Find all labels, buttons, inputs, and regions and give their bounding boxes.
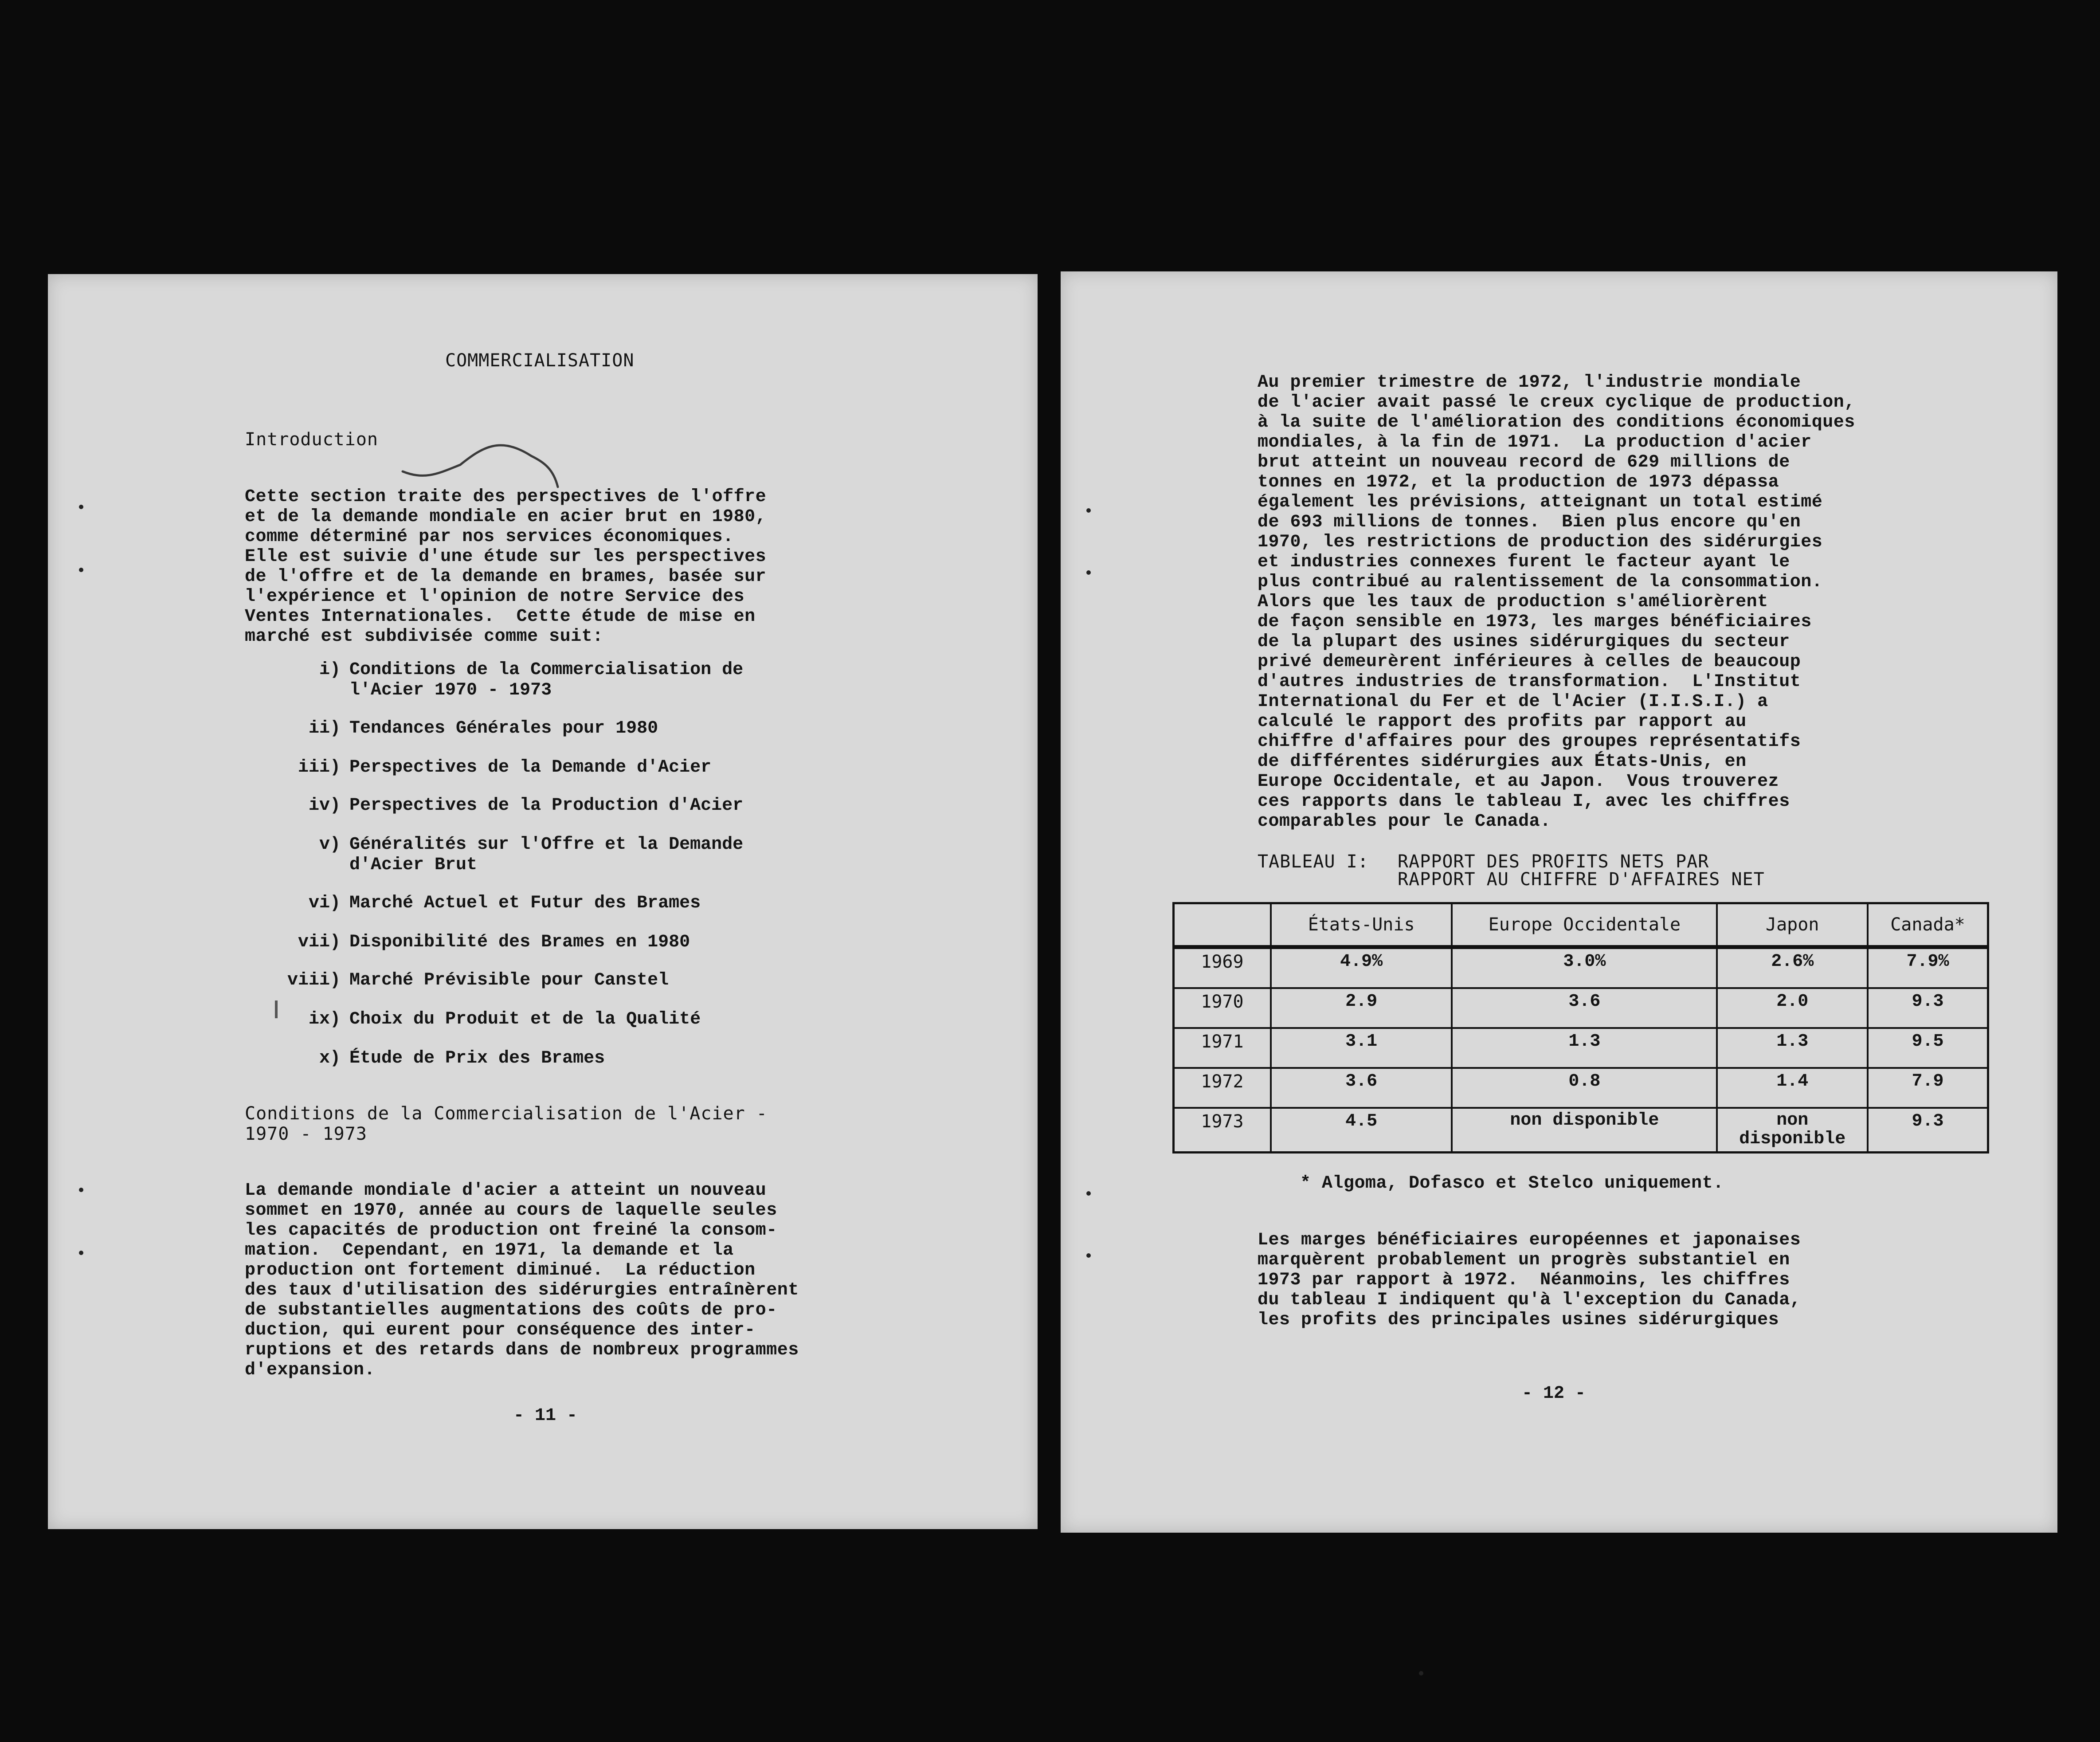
scan-speck [79,1251,83,1255]
text-line: du tableau I indiquent qu'à l'exception du Canada, [1258,1290,1801,1310]
text-line: privé demeurèrent inférieures à celles de beaucoup [1258,652,1801,672]
text-line: duction, qui eurent pour conséquence des inter- [245,1320,756,1340]
text-line: de l'offre et de la demande en brames, basée sur [245,567,767,587]
text-line: brut atteint un nouveau record de 629 millions de [1258,452,1790,472]
scan-speck [1086,1253,1091,1258]
intro-heading: Introduction [245,429,378,450]
text-line: de différentes sidérurgies aux États-Unis, en [1258,752,1747,772]
text-line: de la plupart des usines sidérurgiques du secteur [1258,632,1790,652]
table-footnote: * Algoma, Dofasco et Stelco uniquement. [1300,1173,1724,1193]
toc-label [349,796,743,816]
profit-table [1172,902,1989,1153]
page-number: - 11 - [513,1406,578,1426]
scan-mark [275,1000,278,1018]
table-cell: 2.9 [1271,988,1452,1028]
left-page [48,274,1038,1529]
closing-paragraph [1258,1230,1801,1330]
table-cell: 7.9 [1868,1068,1988,1108]
text-line: de 693 millions de tonnes. Bien plus encore qu'en [1258,512,1801,532]
scan-speck [1086,570,1091,575]
table-row [1174,1068,1988,1108]
scan-speck [1419,1671,1423,1675]
text-line: La demande mondiale d'acier a atteint un nouveau [245,1181,767,1201]
text-line: calculé le rapport des profits par rapport au [1258,712,1747,732]
table-header-cell: Japon [1717,903,1868,947]
scan-speck [79,568,83,572]
table-cell: 1.4 [1717,1068,1868,1108]
table-row [1174,1108,1988,1153]
text-line: et industries connexes furent le facteur ayant le [1258,552,1790,572]
table-header-cell [1174,903,1271,947]
text-line: mation. Cependant, en 1971, la demande et la [245,1240,734,1260]
table-title-line1: RAPPORT DES PROFITS NETS PAR [1398,851,1709,872]
toc-item [243,970,864,1015]
table-cell: 1971 [1174,1028,1271,1068]
text-line: 1970, les restrictions de production des sidérurgies [1258,532,1823,552]
table-title-label: TABLEAU I: [1258,851,1369,872]
text-line: Conditions de la Commercialisation de l'Acier - [245,1103,768,1124]
toc-number: i) [319,660,341,680]
text-line: les capacités de production ont freiné la consom- [245,1220,777,1240]
toc-label-line: Marché Prévisible pour Canstel [349,970,669,990]
table-cell: 1969 [1174,947,1271,989]
text-line: production ont fortement diminué. La réduction [245,1260,756,1280]
text-line: chiffre d'affaires pour des groupes représentatifs [1258,732,1801,752]
toc-label [349,932,690,953]
toc-item [243,796,864,840]
toc-item [243,835,864,879]
table-header-cell: Europe Occidentale [1452,903,1717,947]
intro-paragraph [245,487,766,647]
toc-label [349,718,658,739]
toc-label-line: Disponibilité des Brames en 1980 [349,932,690,952]
toc-label-line: Choix du Produit et de la Qualité [349,1009,701,1029]
toc-item [243,1048,864,1093]
toc-number: ix) [308,1009,341,1029]
scan-speck [1086,508,1091,513]
text-line: tonnes en 1972, et la production de 1973 dépassa [1258,472,1779,492]
table-cell: 2.0 [1717,988,1868,1028]
text-line: Alors que les taux de production s'améliorèrent [1258,592,1768,612]
text-line: plus contribué au ralentissement de la consommation. [1258,572,1823,592]
text-line: mondiales, à la fin de 1971. La production d'acier [1258,432,1812,452]
table-cell: 1.3 [1452,1028,1717,1068]
toc-number: vii) [298,932,341,952]
toc-number: iii) [298,757,341,777]
text-line: d'expansion. [245,1360,376,1380]
text-line: de substantielles augmentations des coûts de pro- [245,1300,777,1320]
toc-number: ii) [308,718,341,738]
toc-label [349,893,701,914]
table-cell: 1970 [1174,988,1271,1028]
text-line: marquèrent probablement un progrès substantiel en [1258,1250,1790,1270]
toc-label-line: Conditions de la Commercialisation de [349,660,744,680]
right-page [1061,271,2057,1533]
text-line: 1973 par rapport à 1972. Néanmoins, les chiffres [1258,1270,1790,1290]
toc-label [349,835,743,875]
toc-label-line: l'Acier 1970 - 1973 [349,680,552,700]
table-cell: 1.3 [1717,1028,1868,1068]
toc-item [243,893,864,938]
text-line: à la suite de l'amélioration des conditions économiques [1258,412,1855,432]
table-cell: 7.9% [1868,947,1988,989]
table-cell: 4.9% [1271,947,1452,989]
toc-item [243,757,864,802]
text-line: Les marges bénéficiaires européennes et japonaises [1258,1230,1801,1250]
table-of-contents [243,660,864,1103]
table-cell: 9.3 [1868,1108,1988,1153]
text-line: également les prévisions, atteignant un total estimé [1258,492,1823,512]
toc-number: x) [319,1048,341,1068]
text-line: l'expérience et l'opinion de notre Service des [245,587,745,607]
table-cell: 4.5 [1271,1108,1452,1153]
toc-label-line: Perspectives de la Production d'Acier [349,796,744,816]
text-line: marché est subdivisée comme suit: [245,627,603,647]
toc-number: iv) [308,796,341,816]
toc-label-line: d'Acier Brut [349,855,478,875]
table-cell: 3.0% [1452,947,1717,989]
text-line: d'autres industries de transformation. L'Institut [1258,672,1801,692]
text-line: Ventes Internationales. Cette étude de mise en [245,607,756,627]
opening-paragraph [1258,373,1855,832]
toc-label-line: Étude de Prix des Brames [349,1048,605,1068]
toc-label [349,970,669,991]
toc-label [349,1048,605,1069]
table-header-cell: Canada* [1868,903,1988,947]
table-cell: non disponible [1452,1108,1717,1153]
table-cell: 1972 [1174,1068,1271,1108]
table-cell: non disponible [1717,1108,1868,1153]
text-line: comme déterminé par nos services économiques. [245,527,734,547]
text-line: de l'acier avait passé le creux cyclique de production, [1258,392,1855,412]
text-line: ruptions et des retards dans de nombreux programmes [245,1340,799,1360]
toc-label-line: Marché Actuel et Futur des Brames [349,893,701,913]
toc-number: vi) [308,893,341,913]
toc-item [243,660,864,704]
toc-item [243,932,864,977]
table-header-cell: États-Unis [1271,903,1452,947]
table-cell: 3.6 [1271,1068,1452,1108]
text-line: Elle est suivie d'une étude sur les perspectives [245,547,767,567]
toc-label [349,757,711,778]
section-paragraph [245,1181,799,1380]
table-row [1174,947,1988,989]
scan-speck [1086,1191,1091,1196]
text-line: sommet en 1970, année au cours de laquelle seules [245,1201,777,1220]
scan-speck [79,505,83,509]
section-heading [245,1103,768,1144]
table-header-row [1174,903,1988,947]
table-cell: 2.6% [1717,947,1868,989]
table-cell: 9.3 [1868,988,1988,1028]
table-body [1174,947,1988,1153]
table-cell: 9.5 [1868,1028,1988,1068]
toc-label-line: Tendances Générales pour 1980 [349,718,658,738]
toc-item [243,718,864,763]
toc-label [349,1009,701,1030]
toc-number: viii) [287,970,341,990]
table-title-line2: RAPPORT AU CHIFFRE D'AFFAIRES NET [1398,869,1765,890]
text-line: comparables pour le Canada. [1258,812,1551,832]
text-line: et de la demande mondiale en acier brut en 1980, [245,507,767,527]
toc-label [349,660,743,701]
table-cell: 3.1 [1271,1028,1452,1068]
table-row [1174,988,1988,1028]
text-line: de façon sensible en 1973, les marges bénéficiaires [1258,612,1812,632]
table-row [1174,1028,1988,1068]
table-cell: 3.6 [1452,988,1717,1028]
table-cell: 0.8 [1452,1068,1717,1108]
table-cell: 1973 [1174,1108,1271,1153]
page-number: - 12 - [1522,1384,1586,1404]
toc-number: v) [319,835,341,855]
text-line: Europe Occidentale, et au Japon. Vous trouverez [1258,772,1779,792]
page-title: COMMERCIALISATION [445,350,635,371]
text-line: 1970 - 1973 [245,1124,367,1144]
text-line: Cette section traite des perspectives de l'offre [245,487,767,507]
text-line: Au premier trimestre de 1972, l'industrie mondiale [1258,373,1801,392]
scan-speck [79,1188,83,1192]
toc-label-line: Perspectives de la Demande d'Acier [349,757,712,777]
text-line: des taux d'utilisation des sidérurgies entraînèrent [245,1280,799,1300]
text-line: ces rapports dans le tableau I, avec les chiffres [1258,792,1790,812]
text-line: les profits des principales usines sidérurgiques [1258,1310,1779,1330]
toc-label-line: Généralités sur l'Offre et la Demande [349,835,744,855]
toc-item [243,1009,864,1054]
text-line: International du Fer et de l'Acier (I.I.S.I.) a [1258,692,1768,712]
